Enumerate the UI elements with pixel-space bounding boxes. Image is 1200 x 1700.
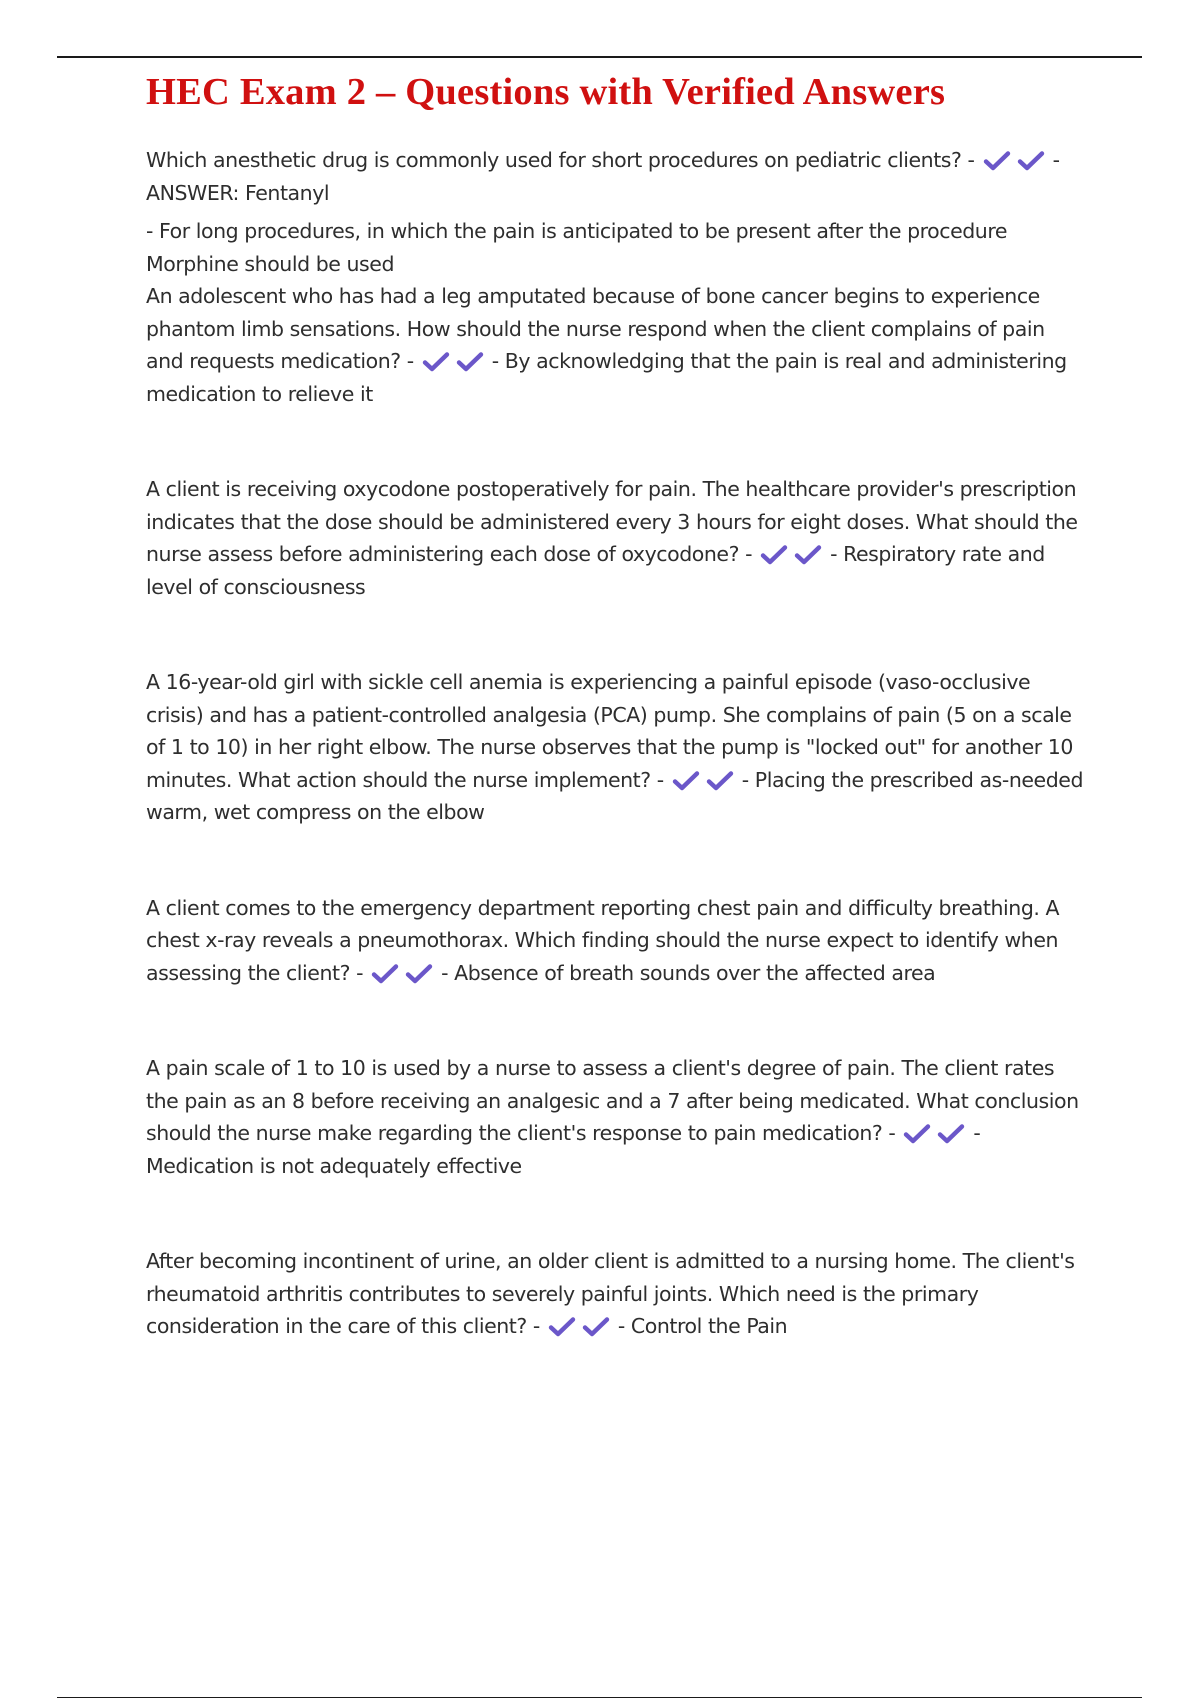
- qa-item: [146, 473, 1086, 603]
- qa-item: [146, 1245, 1086, 1343]
- top-rule: [57, 56, 1142, 58]
- question-text: Which anesthetic drug is commonly used for short procedures on pediatric clients? -: [146, 148, 975, 172]
- verified-checks: [760, 538, 828, 571]
- answer-text: - Control the Pain: [617, 1314, 788, 1338]
- question-text: An adolescent who has had a leg amputated because of bone cancer begins to experience phantom limb sensations. How should the nurse respond when the client complains of pain and requests medication? -: [146, 284, 1045, 373]
- verified-checks: [903, 1117, 971, 1150]
- verified-check-icon: [422, 351, 450, 373]
- qa-item: [146, 1052, 1086, 1182]
- qa-item: [146, 144, 1086, 209]
- answer-text: - By acknowledging that the pain is real and administering medication to relieve it: [146, 349, 1067, 406]
- bottom-rule: [57, 1697, 1142, 1698]
- page-title: HEC Exam 2 – Questions with Verified Answers: [146, 71, 946, 113]
- verified-check-icon: [456, 351, 484, 373]
- answer-text: - ANSWER: Fentanyl: [146, 148, 1060, 205]
- qa-item: [146, 280, 1086, 410]
- answer-note: - For long procedures, in which the pain is anticipated to be present after the procedure Morphine should be used: [146, 219, 1008, 276]
- qa-item: [146, 892, 1086, 990]
- verified-check-icon: [760, 544, 788, 566]
- verified-checks: [371, 957, 439, 990]
- question-text: A 16-year-old girl with sickle cell anemia is experiencing a painful episode (vaso-occlusive crisis) and has a patient-controlled analgesia (PCA) pump. She complains of pain (5 on a scale of 1 to 10) in her right elbow. The nurse observes that the pump is "locked out" for another 10 minutes. What action should the nurse implement? -: [146, 670, 1073, 792]
- verified-checks: [422, 345, 490, 378]
- verified-check-icon: [983, 150, 1011, 172]
- verified-checks: [672, 764, 740, 797]
- verified-check-icon: [548, 1316, 576, 1338]
- verified-check-icon: [1017, 150, 1045, 172]
- question-text: A pain scale of 1 to 10 is used by a nurse to assess a client's degree of pain. The client rates the pain as an 8 before receiving an analgesic and a 7 after being medicated. What conclusion should the nurse make regarding the client's response to pain medication? -: [146, 1056, 1079, 1145]
- answer-text: - Absence of breath sounds over the affected area: [441, 960, 936, 985]
- question-text: After becoming incontinent of urine, an older client is admitted to a nursing home. The client's rheumatoid arthritis contributes to severely painful joints. Which need is the primary consideration in the care of this client? -: [146, 1249, 1075, 1338]
- answer-text: - Medication is not adequately effective: [146, 1121, 981, 1178]
- verified-check-icon: [672, 770, 700, 792]
- question-text: A client is receiving oxycodone postoperatively for pain. The healthcare provider's prescription indicates that the dose should be administered every 3 hours for eight doses. What should the nurse assess before administering each dose of oxycodone? -: [146, 477, 1078, 566]
- verified-check-icon: [582, 1316, 610, 1338]
- verified-checks: [983, 144, 1051, 177]
- verified-check-icon: [405, 963, 433, 985]
- qa-item: [146, 666, 1086, 829]
- verified-check-icon: [937, 1123, 965, 1145]
- verified-check-icon: [706, 770, 734, 792]
- verified-check-icon: [794, 544, 822, 566]
- question-text: A client comes to the emergency department reporting chest pain and difficulty breathing. A chest x-ray reveals a pneumothorax. Which finding should the nurse expect to identify when assessing the client? -: [146, 895, 1060, 985]
- verified-check-icon: [371, 963, 399, 985]
- answer-text: - Respiratory rate and level of consciousness: [146, 542, 1045, 599]
- verified-checks: [548, 1310, 616, 1343]
- answer-text: - Placing the prescribed as-needed warm, wet compress on the elbow: [146, 767, 1084, 824]
- qa-list: [146, 144, 1086, 1343]
- verified-check-icon: [903, 1123, 931, 1145]
